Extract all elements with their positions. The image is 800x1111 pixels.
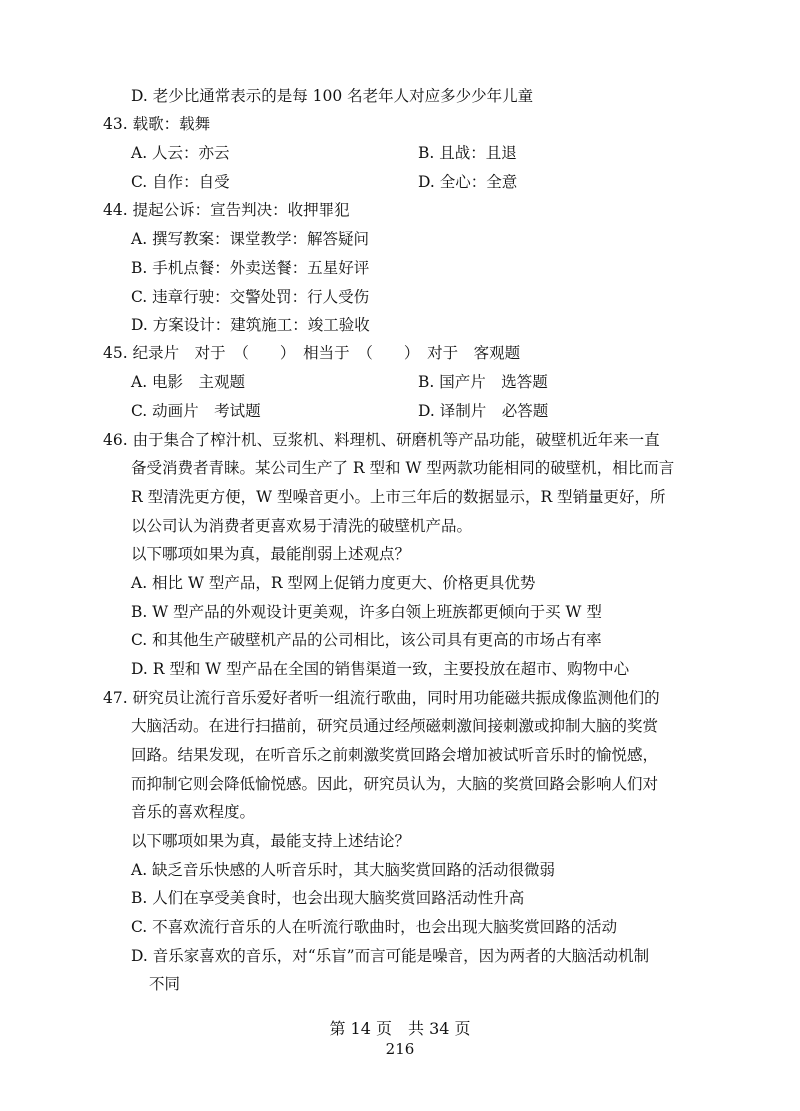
q46-option-d: D. R 型和 W 型产品在全国的销售渠道一致，主要投放在超市、购物中心 <box>131 660 630 678</box>
q47-option-d: D. 音乐家喜欢的音乐，对“乐盲”而言可能是噪音，因为两者的大脑活动机制 <box>131 947 650 965</box>
q43-option-c: C. 自作：自受 <box>131 173 230 191</box>
q45-option-b: B. 国产片 选答题 <box>418 373 548 391</box>
q47-stem-line-4: 而抑制它则会降低愉悦感。因此，研究员认为，大脑的奖赏回路会影响人们对 <box>131 775 659 793</box>
q47-option-b: B. 人们在享受美食时，也会出现大脑奖赏回路活动性升高 <box>131 889 525 907</box>
q46-stem-line-3: R 型清洗更方便，W 型噪音更小。上市三年后的数据显示，R 型销量更好，所 <box>131 488 666 506</box>
q44-option-a: A. 撰写教案：课堂教学：解答疑问 <box>131 230 370 248</box>
q45-option-a: A. 电影 主观题 <box>131 373 246 391</box>
q45-stem: 45. 纪录片 对于 （ ） 相当于 （ ） 对于 客观题 <box>103 344 521 362</box>
q47-option-d-continued: 不同 <box>149 975 181 993</box>
q46-stem-line-2: 备受消费者青睐。某公司生产了 R 型和 W 型两款功能相同的破壁机，相比而言 <box>131 459 675 477</box>
q43-stem: 43. 载歌：载舞 <box>103 115 211 133</box>
q44-option-b: B. 手机点餐：外卖送餐：五星好评 <box>131 259 370 277</box>
q46-option-a: A. 相比 W 型产品，R 型网上促销力度更大、价格更具优势 <box>131 574 536 592</box>
q47-question: 以下哪项如果为真，最能支持上述结论？ <box>131 832 411 850</box>
q44-stem: 44. 提起公诉：宣告判决：收押罪犯 <box>103 201 350 219</box>
q46-question: 以下哪项如果为真，最能削弱上述观点？ <box>131 545 411 563</box>
q47-stem-line-1: 47. 研究员让流行音乐爱好者听一组流行歌曲，同时用功能磁共振成像监测他们的 <box>103 689 660 707</box>
q45-option-c: C. 动画片 考试题 <box>131 402 261 420</box>
q43-option-b: B. 且战：且退 <box>418 144 517 162</box>
q47-stem-line-3: 回路。结果发现，在听音乐之前刺激奖赏回路会增加被试听音乐时的愉悦感， <box>131 746 659 764</box>
page-label: 第 14 页 共 34 页 <box>329 1019 471 1038</box>
q46-stem-line-1: 46. 由于集合了榨汁机、豆浆机、料理机、研磨机等产品功能，破壁机近年来一直 <box>103 431 660 449</box>
q47-option-a: A. 缺乏音乐快感的人听音乐时，其大脑奖赏回路的活动很微弱 <box>131 861 556 879</box>
q46-option-c: C. 和其他生产破壁机产品的公司相比，该公司具有更高的市场占有率 <box>131 631 602 649</box>
q45-option-d: D. 译制片 必答题 <box>418 402 549 420</box>
q43-option-a: A. 人云：亦云 <box>131 144 230 162</box>
q44-option-c: C. 违章行驶：交警处罚：行人受伤 <box>131 288 370 306</box>
q43-option-d: D. 全心：全意 <box>418 173 518 191</box>
page-number: 216 <box>385 1040 415 1058</box>
q42-option-d: D. 老少比通常表示的是每 100 名老年人对应多少少年儿童 <box>131 87 534 105</box>
q47-stem-line-2: 大脑活动。在进行扫描前，研究员通过经颅磁刺激间接刺激或抑制大脑的奖赏 <box>131 717 659 735</box>
q47-option-c: C. 不喜欢流行音乐的人在听流行歌曲时，也会出现大脑奖赏回路的活动 <box>131 918 618 936</box>
q44-option-d: D. 方案设计：建筑施工：竣工验收 <box>131 316 370 334</box>
q47-stem-line-5: 音乐的喜欢程度。 <box>131 803 256 821</box>
q46-option-b: B. W 型产品的外观设计更美观，许多白领上班族都更倾向于买 W 型 <box>131 603 602 621</box>
q46-stem-line-4: 以公司认为消费者更喜欢易于清洗的破壁机产品。 <box>131 517 473 535</box>
